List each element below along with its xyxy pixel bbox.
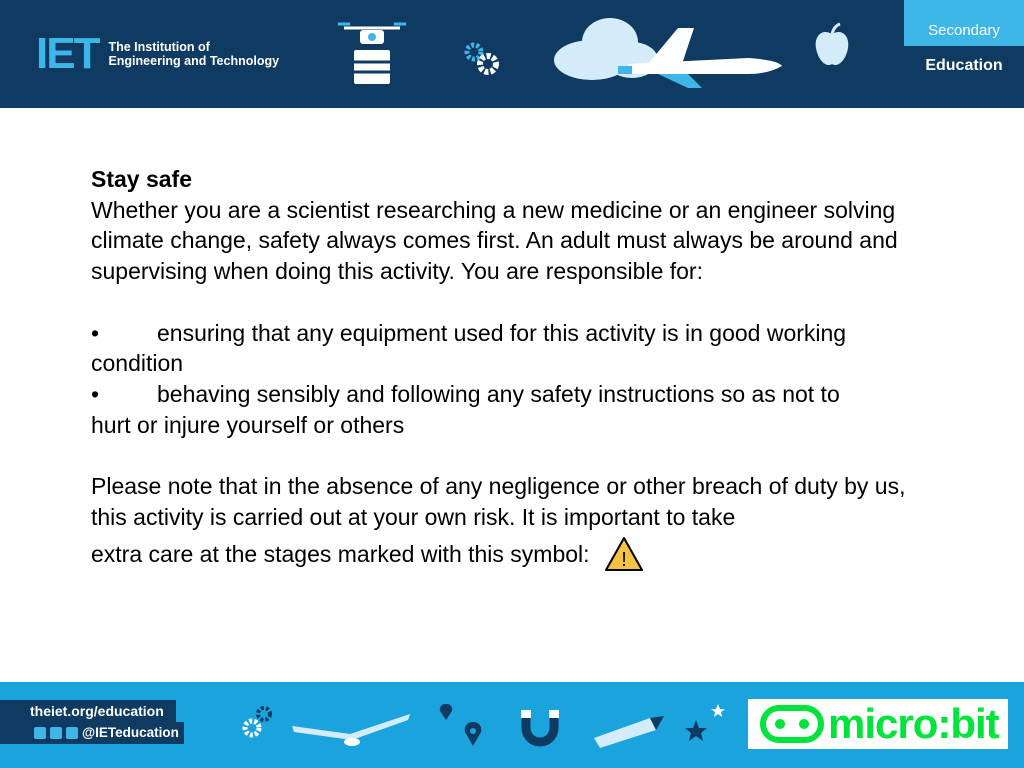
risk-note-end: extra care at the stages marked with this symbol:: [91, 541, 590, 568]
instagram-icon[interactable]: [66, 727, 78, 739]
iet-logo-letters: IET: [36, 29, 99, 78]
location-pin-icon: [460, 720, 486, 748]
badge-education: Education: [925, 57, 1003, 74]
twitter-icon[interactable]: [34, 727, 46, 739]
pencil-icon: [590, 712, 666, 748]
facebook-icon[interactable]: [50, 727, 62, 739]
social-handle: @IETeducation: [82, 725, 179, 740]
list-item-text: ensuring that any equipment used for this activity is in good working: [157, 319, 847, 346]
iet-logo[interactable]: [36, 29, 280, 78]
bullet-marker: •: [91, 380, 100, 407]
warning-icon: [604, 536, 644, 572]
stars-icon: [682, 700, 728, 746]
gears-icon: [462, 40, 502, 78]
space-shuttle-icon: [618, 24, 784, 90]
secondary-education-badge: [904, 0, 1024, 108]
header-banner: [0, 0, 1024, 108]
org-name-line2: Engineering and Technology: [108, 54, 280, 68]
list-item-text: behaving sensibly and following any safety instructions so as not to: [157, 380, 840, 407]
iet-org-name: [108, 40, 279, 68]
symbol-line: [91, 536, 941, 572]
list-item: [91, 318, 941, 379]
org-name-line1: The Institution of: [108, 40, 210, 54]
page-title: Stay safe: [91, 166, 193, 192]
list-item: [91, 379, 941, 440]
location-pin-icon: [436, 702, 456, 722]
safety-notice: [91, 164, 941, 572]
magnet-icon: [518, 704, 562, 748]
social-links[interactable]: [0, 722, 184, 744]
responsibility-list: [91, 318, 941, 441]
bullet-marker: •: [91, 319, 100, 346]
gears-icon: [240, 704, 276, 740]
microbit-face-icon: [760, 705, 824, 743]
drone-icon: [334, 20, 410, 88]
risk-note: Please note that in the absence of any negligence or other breach of duty by us, this activity is carried out at your own risk. It is important to take: [91, 473, 906, 530]
apple-icon: [812, 22, 852, 68]
microbit-logo: [748, 699, 1008, 749]
footer-url[interactable]: theiet.org/education: [0, 700, 176, 722]
badge-secondary: Secondary: [904, 0, 1024, 46]
glider-icon: [290, 712, 412, 752]
list-item-text-continued: condition: [91, 350, 184, 377]
intro-paragraph: Whether you are a scientist researching a new medicine or an engineer solving climate change, safety always comes first. An adult must always be around and supervising when doing this activity. You are responsible for:: [91, 196, 898, 285]
microbit-label: micro:bit: [828, 700, 999, 747]
warning-glyph: !: [620, 549, 627, 572]
list-item-text-continued: hurt or injure yourself or others: [91, 411, 405, 438]
